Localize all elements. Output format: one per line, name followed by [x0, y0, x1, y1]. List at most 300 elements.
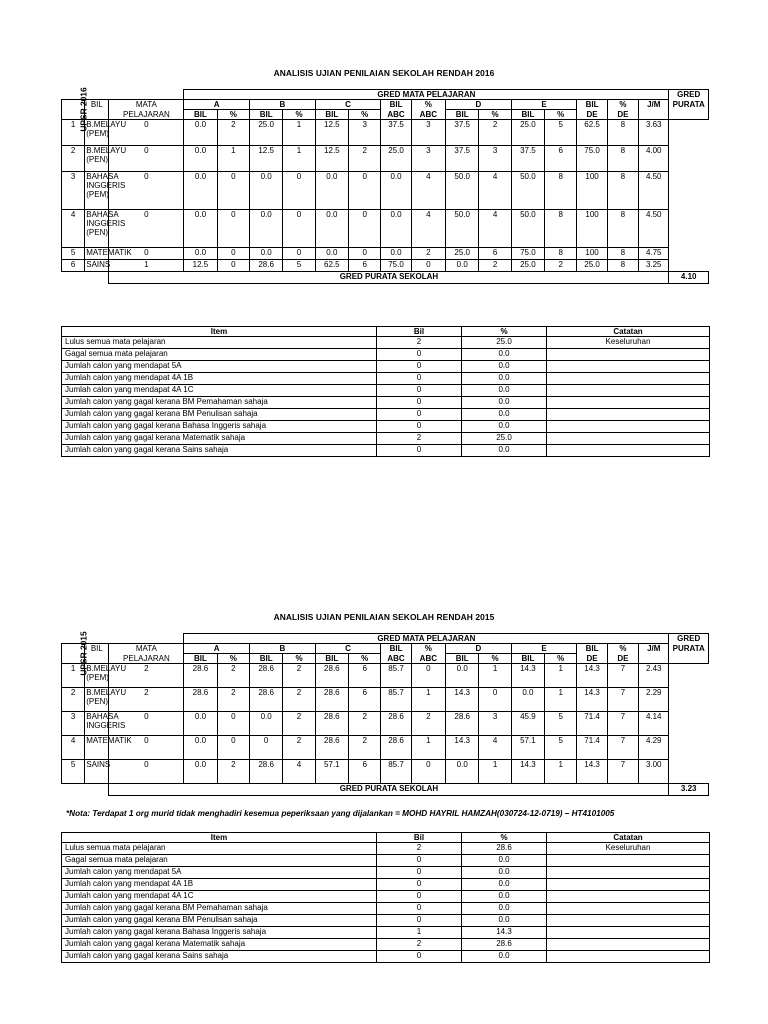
- header-e-pct: %: [545, 110, 577, 120]
- cell-e-bil: 2: [479, 120, 511, 146]
- cell-e-bil: 1: [479, 760, 511, 784]
- table-row: [62, 664, 709, 688]
- cell-de-bil: 2: [545, 260, 577, 272]
- header-d-bil: BIL: [446, 654, 479, 664]
- cell-a-pct: 28.6: [184, 664, 217, 688]
- cell-a-pct: 0.0: [184, 172, 217, 210]
- row-no: 2: [62, 688, 85, 712]
- grades-table-2016: [61, 89, 709, 284]
- summary-pct: 0.0: [462, 445, 547, 457]
- cell-c-bil: 0: [283, 172, 315, 210]
- row-no: 5: [62, 248, 85, 260]
- summary-catatan: [547, 951, 710, 963]
- cell-b-pct: 12.5: [249, 146, 282, 172]
- cell-abc-bil: 2: [349, 146, 381, 172]
- summary-bil: 0: [377, 361, 462, 373]
- header-jm-blank: [639, 110, 669, 120]
- cell-e-pct: 0.0: [511, 688, 544, 712]
- row-no: 3: [62, 172, 85, 210]
- row-subject: B.MELAYU (PEN): [85, 688, 109, 712]
- table-row: [62, 146, 709, 172]
- cell-b-bil: 2: [217, 120, 249, 146]
- cell-e-bil: 0: [479, 688, 511, 712]
- summary-bil: 0: [377, 903, 462, 915]
- header-d-bil: BIL: [446, 110, 479, 120]
- cell-e-pct: 14.3: [511, 664, 544, 688]
- summary-item: Lulus semua mata pelajaran: [62, 843, 377, 855]
- cell-c-bil: 2: [283, 712, 315, 736]
- summary-row: [62, 397, 710, 409]
- table-row: [62, 248, 709, 260]
- summary-item: Jumlah calon yang mendapat 4A 1C: [62, 891, 377, 903]
- cell-b-bil: 2: [217, 760, 249, 784]
- cell-jm: 7: [607, 688, 638, 712]
- header-purata-blank: [669, 654, 709, 664]
- summary-catatan: [547, 915, 710, 927]
- cell-b-pct: 28.6: [249, 260, 282, 272]
- cell-abc-bil: 0: [349, 210, 381, 248]
- cell-abc-bil: 6: [349, 260, 381, 272]
- header-c-pct: %: [349, 654, 381, 664]
- cell-e-pct: 75.0: [511, 248, 544, 260]
- header-b-bil: BIL: [249, 654, 282, 664]
- header-de-2: DE: [607, 110, 638, 120]
- header-grade-e: E: [511, 644, 577, 654]
- table-row: [62, 260, 709, 272]
- row-subject: SAINS: [85, 760, 109, 784]
- summary-bil: 0: [377, 385, 462, 397]
- header-b-bil: BIL: [249, 110, 282, 120]
- summary-row: [62, 349, 710, 361]
- header-bil: BIL: [85, 100, 109, 120]
- summary-row: [62, 445, 710, 457]
- row-subject: MATEMATIK: [85, 736, 109, 760]
- cell-c-bil: 1: [283, 146, 315, 172]
- table-row: [62, 736, 709, 760]
- cell-a-pct: 0.0: [184, 120, 217, 146]
- cell-de-bil: 1: [545, 760, 577, 784]
- cell-b-pct: 0.0: [249, 210, 282, 248]
- cell-jm: 7: [607, 760, 638, 784]
- report-2016-title: ANALISIS UJIAN PENILAIAN SEKOLAH RENDAH 2016: [273, 68, 495, 78]
- summary-catatan: [547, 433, 710, 445]
- summary-row: [62, 927, 710, 939]
- cell-purata: 4.50: [639, 172, 669, 210]
- cell-c-bil: 2: [283, 688, 315, 712]
- cell-jm: 7: [607, 664, 638, 688]
- summary-item: Jumlah calon yang gagal kerana BM Penulisan sahaja: [62, 915, 377, 927]
- header-purata-blank: [669, 110, 709, 120]
- cell-abc-pct: 85.7: [381, 688, 411, 712]
- summary-row: [62, 879, 710, 891]
- row-subject: BAHASA INGGERIS: [85, 712, 109, 736]
- summary-item: Jumlah calon yang gagal kerana BM Pemahaman sahaja: [62, 903, 377, 915]
- summary-bil: 2: [377, 939, 462, 951]
- gps-label: GRED PURATA SEKOLAH: [109, 272, 669, 284]
- summary-bil: 2: [377, 433, 462, 445]
- row-no: 1: [62, 120, 85, 146]
- cell-abc-pct: 85.7: [381, 760, 411, 784]
- row-subject: BAHASA INGGERIS (PEN): [85, 210, 109, 248]
- summary-item: Jumlah calon yang gagal kerana Matematik sahaja: [62, 433, 377, 445]
- cell-abc-pct: 25.0: [381, 146, 411, 172]
- row-subject: MATEMATIK: [85, 248, 109, 260]
- header-a-bil: BIL: [184, 654, 217, 664]
- cell-c-pct: 12.5: [315, 146, 348, 172]
- cell-b-bil: 2: [217, 688, 249, 712]
- side-label-cell: [62, 631, 89, 676]
- header-c-pct: %: [349, 110, 381, 120]
- cell-e-bil: 1: [479, 664, 511, 688]
- cell-a-pct: 0.0: [184, 248, 217, 260]
- summary-catatan: Keseluruhan: [547, 337, 710, 349]
- cell-b-bil: 0: [217, 260, 249, 272]
- summary-row: [62, 951, 710, 963]
- summary-catatan: [547, 939, 710, 951]
- summary-row: [62, 361, 710, 373]
- cell-jm: 8: [607, 172, 638, 210]
- header-de-2: DE: [607, 654, 638, 664]
- header-grade-b: B: [249, 100, 315, 110]
- summary-bil: 0: [377, 421, 462, 433]
- header-e-bil: BIL: [511, 110, 544, 120]
- header-grade-c: C: [315, 644, 381, 654]
- cell-d-pct: 14.3: [446, 736, 479, 760]
- cell-b-bil: 0: [217, 172, 249, 210]
- side-label-upsr-2016: UPSR 2016: [78, 87, 89, 132]
- cell-b-pct: 0.0: [249, 172, 282, 210]
- cell-a-bil: 0: [109, 760, 184, 784]
- cell-e-pct: 25.0: [511, 260, 544, 272]
- cell-jm: 8: [607, 210, 638, 248]
- cell-d-bil: 3: [411, 146, 445, 172]
- summary-pct: 0.0: [462, 421, 547, 433]
- header-grade-a: A: [184, 644, 250, 654]
- side-label-cell: [62, 87, 89, 132]
- cell-c-pct: 57.1: [315, 760, 348, 784]
- cell-abc-bil: 2: [349, 736, 381, 760]
- cell-a-bil: 0: [109, 712, 184, 736]
- summary-header-item: Item: [62, 327, 377, 337]
- table-row: [62, 120, 709, 146]
- cell-de-bil: 5: [545, 736, 577, 760]
- cell-abc-bil: 0: [349, 172, 381, 210]
- cell-de-pct: 62.5: [577, 120, 607, 146]
- summary-item: Jumlah calon yang mendapat 4A 1B: [62, 373, 377, 385]
- summary-row: [62, 915, 710, 927]
- summary-pct: 0.0: [462, 903, 547, 915]
- cell-a-pct: 0.0: [184, 760, 217, 784]
- summary-item: Jumlah calon yang gagal kerana BM Pemahaman sahaja: [62, 397, 377, 409]
- cell-de-pct: 71.4: [577, 736, 607, 760]
- cell-de-bil: 1: [545, 664, 577, 688]
- summary-header-item: Item: [62, 833, 377, 843]
- summary-bil: 0: [377, 373, 462, 385]
- cell-b-pct: 0.0: [249, 712, 282, 736]
- summary-item: Jumlah calon yang gagal kerana Sains sahaja: [62, 445, 377, 457]
- summary-bil: 0: [377, 445, 462, 457]
- cell-d-pct: 50.0: [446, 172, 479, 210]
- summary-bil: 0: [377, 891, 462, 903]
- cell-d-bil: 0: [411, 760, 445, 784]
- summary-pct: 0.0: [462, 951, 547, 963]
- row-no: 3: [62, 712, 85, 736]
- cell-b-pct: 0: [249, 736, 282, 760]
- header-gred-mata-pelajaran: GRED MATA PELAJARAN: [184, 634, 669, 644]
- summary-row: [62, 421, 710, 433]
- cell-jm: 8: [607, 120, 638, 146]
- header-bil-de: BIL: [577, 644, 607, 654]
- summary-bil: 2: [377, 843, 462, 855]
- header-de-1: DE: [577, 110, 607, 120]
- summary-header-catatan: Catatan: [547, 833, 710, 843]
- cell-a-bil: 0: [109, 146, 184, 172]
- cell-d-pct: 0.0: [446, 664, 479, 688]
- cell-e-bil: 2: [479, 260, 511, 272]
- cell-e-pct: 37.5: [511, 146, 544, 172]
- summary-item: Jumlah calon yang gagal kerana Sains sahaja: [62, 951, 377, 963]
- gps-row: [62, 784, 709, 796]
- header-grade-e: E: [511, 100, 577, 110]
- cell-e-bil: 4: [479, 736, 511, 760]
- cell-abc-bil: 6: [349, 664, 381, 688]
- cell-b-pct: 28.6: [249, 664, 282, 688]
- cell-c-bil: 0: [283, 210, 315, 248]
- cell-d-pct: 37.5: [446, 146, 479, 172]
- summary-row: [62, 867, 710, 879]
- header-purata: PURATA: [669, 100, 709, 110]
- cell-a-pct: 0.0: [184, 210, 217, 248]
- summary-catatan: [547, 445, 710, 457]
- cell-e-pct: 50.0: [511, 210, 544, 248]
- cell-abc-bil: 6: [349, 688, 381, 712]
- cell-a-bil: 1: [109, 260, 184, 272]
- cell-d-bil: 2: [411, 248, 445, 260]
- cell-d-bil: 1: [411, 688, 445, 712]
- gps-label: GRED PURATA SEKOLAH: [109, 784, 669, 796]
- summary-row: [62, 373, 710, 385]
- header-pct-abc: %: [411, 100, 445, 110]
- summary-pct: 0.0: [462, 373, 547, 385]
- header-pelajaran: PELAJARAN: [109, 654, 184, 664]
- cell-de-bil: 8: [545, 172, 577, 210]
- cell-d-pct: 0.0: [446, 760, 479, 784]
- cell-c-pct: 0.0: [315, 248, 348, 260]
- header-mata: MATA: [109, 644, 184, 654]
- header-b-pct: %: [283, 654, 315, 664]
- cell-d-bil: 4: [411, 172, 445, 210]
- summary-row: [62, 891, 710, 903]
- summary-pct: 0.0: [462, 409, 547, 421]
- cell-purata: 4.29: [639, 736, 669, 760]
- summary-pct: 0.0: [462, 915, 547, 927]
- cell-e-pct: 14.3: [511, 760, 544, 784]
- header-abc-1: ABC: [381, 110, 411, 120]
- cell-b-pct: 28.6: [249, 760, 282, 784]
- cell-a-bil: 2: [109, 688, 184, 712]
- summary-catatan: [547, 409, 710, 421]
- summary-row: [62, 409, 710, 421]
- cell-a-pct: 28.6: [184, 688, 217, 712]
- summary-bil: 0: [377, 855, 462, 867]
- summary-row: [62, 337, 710, 349]
- cell-de-pct: 100: [577, 172, 607, 210]
- cell-d-pct: 37.5: [446, 120, 479, 146]
- cell-jm: 7: [607, 712, 638, 736]
- summary-catatan: [547, 867, 710, 879]
- cell-a-bil: 0: [109, 248, 184, 260]
- row-no: 2: [62, 146, 85, 172]
- summary-row: [62, 433, 710, 445]
- cell-e-bil: 3: [479, 146, 511, 172]
- summary-pct: 0.0: [462, 385, 547, 397]
- cell-a-pct: 12.5: [184, 260, 217, 272]
- header-d-pct: %: [479, 654, 511, 664]
- cell-d-bil: 4: [411, 210, 445, 248]
- cell-de-bil: 6: [545, 146, 577, 172]
- cell-b-bil: 1: [217, 146, 249, 172]
- summary-table-2016: [61, 326, 710, 457]
- summary-row: [62, 939, 710, 951]
- header-grade-a: A: [184, 100, 250, 110]
- cell-a-bil: 0: [109, 172, 184, 210]
- cell-abc-pct: 37.5: [381, 120, 411, 146]
- cell-b-bil: 2: [217, 664, 249, 688]
- header-abc-1: ABC: [381, 654, 411, 664]
- row-subject: BAHASA INGGERIS (PEM): [85, 172, 109, 210]
- cell-e-bil: 4: [479, 210, 511, 248]
- table-row: [62, 712, 709, 736]
- cell-d-bil: 3: [411, 120, 445, 146]
- row-subject: SAINS: [85, 260, 109, 272]
- cell-b-pct: 25.0: [249, 120, 282, 146]
- header-d-pct: %: [479, 110, 511, 120]
- cell-abc-bil: 6: [349, 760, 381, 784]
- summary-bil: 1: [377, 927, 462, 939]
- cell-purata: 2.43: [639, 664, 669, 688]
- summary-catatan: [547, 421, 710, 433]
- summary-pct: 0.0: [462, 397, 547, 409]
- cell-purata: 3.00: [639, 760, 669, 784]
- cell-b-bil: 0: [217, 210, 249, 248]
- cell-de-bil: 1: [545, 688, 577, 712]
- summary-bil: 0: [377, 915, 462, 927]
- row-no: 4: [62, 210, 85, 248]
- cell-jm: 7: [607, 736, 638, 760]
- cell-c-bil: 5: [283, 260, 315, 272]
- cell-a-bil: 0: [109, 120, 184, 146]
- cell-de-pct: 14.3: [577, 664, 607, 688]
- header-e-pct: %: [545, 654, 577, 664]
- gps-value: 4.10: [669, 272, 709, 284]
- cell-c-pct: 62.5: [315, 260, 348, 272]
- cell-e-pct: 45.9: [511, 712, 544, 736]
- cell-abc-pct: 75.0: [381, 260, 411, 272]
- cell-c-pct: 12.5: [315, 120, 348, 146]
- cell-e-pct: 25.0: [511, 120, 544, 146]
- cell-b-bil: 0: [217, 248, 249, 260]
- summary-catatan: [547, 903, 710, 915]
- grades-table-2015: [61, 633, 709, 796]
- cell-d-pct: 25.0: [446, 248, 479, 260]
- summary-bil: 0: [377, 951, 462, 963]
- summary-item: Jumlah calon yang gagal kerana Matematik sahaja: [62, 939, 377, 951]
- summary-item: Jumlah calon yang gagal kerana BM Penulisan sahaja: [62, 409, 377, 421]
- cell-purata: 4.00: [639, 146, 669, 172]
- cell-d-pct: 14.3: [446, 688, 479, 712]
- row-subject: B.MELAYU (PEM): [85, 120, 109, 146]
- cell-e-bil: 4: [479, 172, 511, 210]
- summary-table-2015: [61, 832, 710, 963]
- header-bil: BIL: [85, 644, 109, 664]
- summary-catatan: [547, 373, 710, 385]
- row-no: 1: [62, 664, 85, 688]
- cell-d-pct: 50.0: [446, 210, 479, 248]
- header-pct-de: %: [607, 100, 638, 110]
- cell-b-pct: 28.6: [249, 688, 282, 712]
- header-e-bil: BIL: [511, 654, 544, 664]
- cell-de-pct: 25.0: [577, 260, 607, 272]
- row-no: 6: [62, 260, 85, 272]
- summary-pct: 14.3: [462, 927, 547, 939]
- cell-c-bil: 0: [283, 248, 315, 260]
- summary-bil: 0: [377, 397, 462, 409]
- summary-catatan: [547, 927, 710, 939]
- cell-e-bil: 6: [479, 248, 511, 260]
- cell-abc-bil: 0: [349, 248, 381, 260]
- summary-pct: 0.0: [462, 867, 547, 879]
- header-a-pct: %: [217, 110, 249, 120]
- summary-catatan: [547, 385, 710, 397]
- summary-catatan: [547, 855, 710, 867]
- cell-c-pct: 28.6: [315, 664, 348, 688]
- cell-purata: 4.14: [639, 712, 669, 736]
- cell-de-bil: 5: [545, 712, 577, 736]
- cell-abc-pct: 0.0: [381, 210, 411, 248]
- cell-a-bil: 0: [109, 210, 184, 248]
- cell-c-bil: 4: [283, 760, 315, 784]
- header-mata: MATA: [109, 100, 184, 110]
- cell-c-pct: 0.0: [315, 210, 348, 248]
- summary-item: Jumlah calon yang gagal kerana Bahasa Inggeris sahaja: [62, 927, 377, 939]
- header-jm: J/M: [639, 100, 669, 110]
- cell-jm: 8: [607, 146, 638, 172]
- cell-a-bil: 2: [109, 664, 184, 688]
- summary-header-bil: Bil: [377, 833, 462, 843]
- cell-a-pct: 0.0: [184, 736, 217, 760]
- header-purata: PURATA: [669, 644, 709, 654]
- report-2015-title: ANALISIS UJIAN PENILAIAN SEKOLAH RENDAH 2015: [273, 612, 495, 622]
- summary-item: Gagal semua mata pelajaran: [62, 349, 377, 361]
- cell-b-pct: 0.0: [249, 248, 282, 260]
- gps-blank: [62, 784, 109, 796]
- cell-a-pct: 0.0: [184, 712, 217, 736]
- summary-bil: 0: [377, 409, 462, 421]
- summary-header-bil: Bil: [377, 327, 462, 337]
- cell-purata: 3.25: [639, 260, 669, 272]
- cell-c-bil: 2: [283, 736, 315, 760]
- cell-d-pct: 28.6: [446, 712, 479, 736]
- summary-pct: 0.0: [462, 361, 547, 373]
- cell-de-bil: 5: [545, 120, 577, 146]
- summary-bil: 0: [377, 879, 462, 891]
- summary-bil: 2: [377, 337, 462, 349]
- header-b-pct: %: [283, 110, 315, 120]
- summary-item: Jumlah calon yang mendapat 4A 1C: [62, 385, 377, 397]
- header-jm-blank: [639, 654, 669, 664]
- table-row: [62, 760, 709, 784]
- header-pct-de: %: [607, 644, 638, 654]
